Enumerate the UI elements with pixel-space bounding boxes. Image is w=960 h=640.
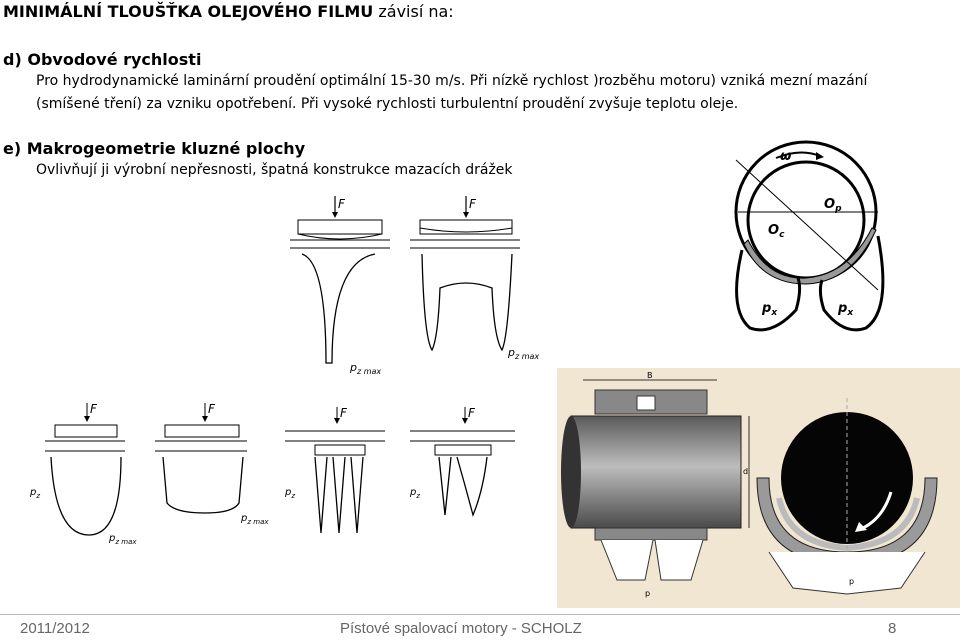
slide-title	[3, 2, 454, 21]
pzmax-label-2: $p_{z max}$	[508, 346, 540, 361]
p-label: p	[645, 589, 651, 598]
pz-label: $p_z$	[285, 487, 296, 500]
journal-bearing-diagram	[728, 140, 908, 335]
section-d-line1: Pro hydrodynamické laminární proudění optimální 15-30 m/s. Při nízkě rychlost )rozběhu motoru) vzniká mezní mazání	[36, 73, 868, 89]
pzmax-label-1: $p_{z max}$	[350, 361, 382, 376]
bearing-right	[410, 196, 520, 350]
journal-bearing	[736, 142, 883, 330]
pressure-distribution-figure-top	[280, 188, 560, 380]
title-rest: závisí na:	[378, 2, 454, 21]
force-label: F	[340, 406, 347, 420]
omega-label: ω	[780, 149, 792, 164]
oc-label: $O_c$	[768, 223, 785, 240]
force-label: F	[90, 402, 97, 416]
sketch-3	[284, 406, 385, 533]
force-label: F	[469, 197, 476, 211]
sketch-1	[29, 402, 137, 546]
footer-course: Pístové spalovací motory - SCHOLZ	[340, 620, 582, 637]
b-label: B	[647, 371, 653, 380]
force-label: F	[338, 197, 345, 211]
force-label: F	[468, 406, 475, 420]
pz-label: $p_z$	[410, 487, 421, 500]
title-bold: MINIMÁLNÍ TLOUŠŤKA OLEJOVÉHO FILMU	[3, 2, 374, 21]
op-label: $O_p$	[824, 197, 842, 214]
bearing-illustration	[557, 368, 960, 608]
sketch-2	[155, 402, 269, 526]
sketch-4	[409, 406, 515, 515]
bearing-left	[290, 196, 390, 363]
px-label-1: $p_x$	[762, 301, 778, 318]
section-e-line1: Ovlivňují ji výrobní nepřesnosti, špatná konstrukce mazacích drážek	[36, 162, 513, 178]
p-label: p	[849, 577, 855, 586]
pzmax-label: $p_{z max}$	[241, 513, 269, 526]
px-label-2: $p_x$	[838, 301, 854, 318]
pressure-distribution-figure-bottom	[25, 395, 535, 555]
d-label: d	[743, 467, 749, 476]
section-e-heading: e) Makrogeometrie kluzné plochy	[3, 139, 306, 158]
section-d-line2: (smíšené tření) za vzniku opotřebení. Při vysoké rychlosti turbulentní proudění zvyšuje teplotu oleje.	[36, 96, 739, 112]
section-d-heading: d) Obvodové rychlosti	[3, 50, 202, 69]
pzmax-label: $p_{z max}$	[109, 533, 137, 546]
footer-year: 2011/2012	[20, 620, 90, 637]
pz-label: $p_z$	[30, 487, 41, 500]
footer-page-number: 8	[888, 620, 897, 637]
force-label: F	[208, 402, 215, 416]
footer-divider	[0, 614, 960, 615]
